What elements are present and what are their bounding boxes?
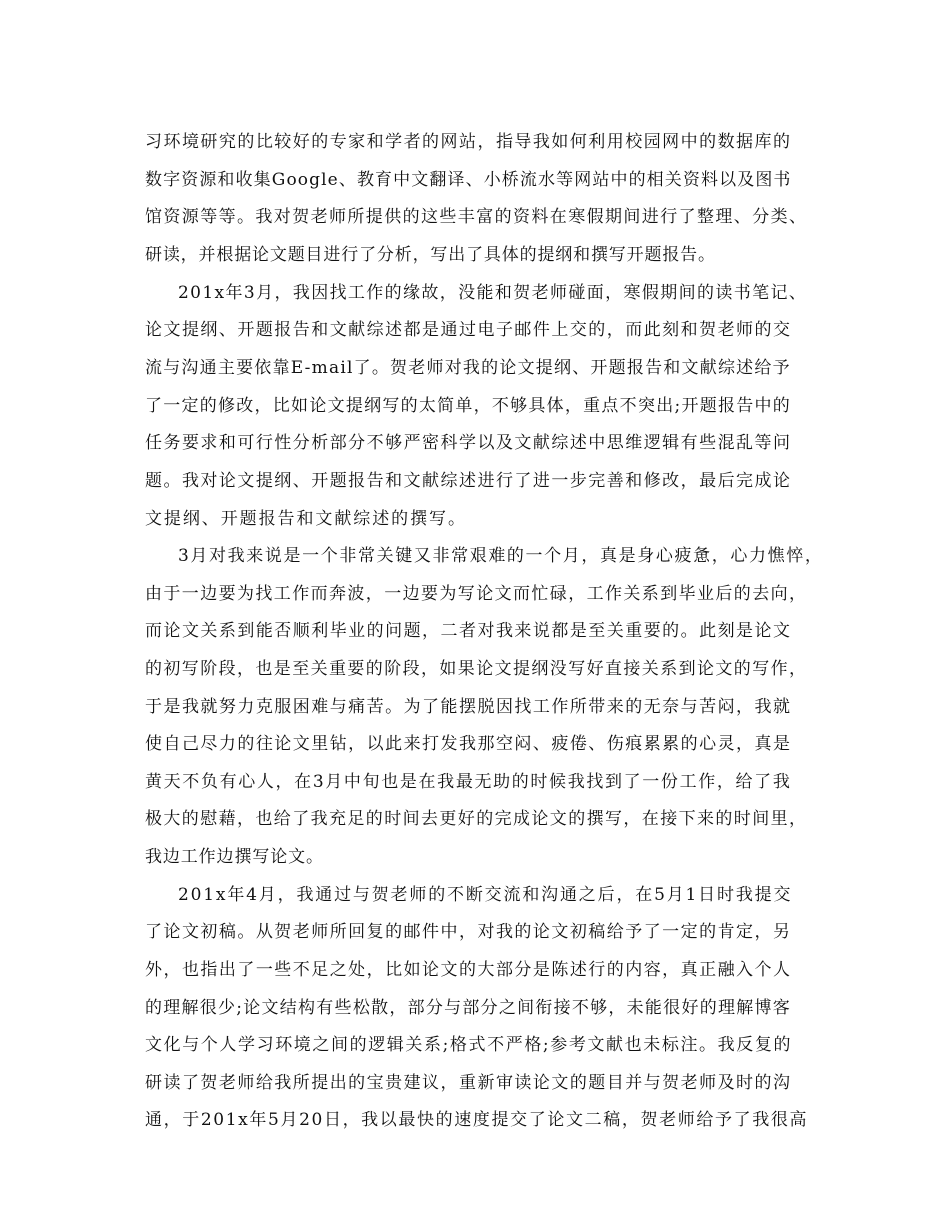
text-line: 由于一边要为找工作而奔波，一边要为写论文而忙碌，工作关系到毕业后的去向， [145,584,808,604]
text-line: 我边工作边撰写论文。 [145,847,324,867]
text-line: 题。我对论文提纲、开题报告和文献综述进行了进一步完善和修改，最后完成论 [145,471,792,491]
text-line: 文化与个人学习环境之间的逻辑关系;格式不严格;参考文献也未标注。我反复的 [145,1035,793,1055]
text-line: 文提纲、开题报告和文献综述的撰写。 [145,509,467,529]
text-line: 的理解很少;论文结构有些松散，部分与部分之间衔接不够，未能很好的理解博客 [145,998,791,1018]
text-line: 的初写阶段，也是至关重要的阶段，如果论文提纲没写好直接关系到论文的写作， [145,659,808,679]
text-line: 外，也指出了一些不足之处，比如论文的大部分是陈述行的内容，真正融入个人 [145,960,792,980]
text-line: 论文提纲、开题报告和文献综述都是通过电子邮件上交的，而此刻和贺老师的交 [145,320,792,340]
text-line: 黄天不负有心人，在3月中旬也是在我最无助的时候我找到了一份工作，给了我 [145,772,792,792]
text-line: 馆资源等等。我对贺老师所提供的这些丰富的资料在寒假期间进行了整理、分类、 [145,207,808,227]
text-line: 于是我就努力克服困难与痛苦。为了能摆脱因找工作所带来的无奈与苦闷，我就 [145,697,792,717]
text-line: 流与沟通主要依靠E-mail了。贺老师对我的论文提纲、开题报告和文献综述给予 [145,358,791,378]
text-line: 通，于201x年5月20日，我以最快的速度提交了论文二稿，贺老师给予了我很高 [145,1110,809,1130]
text-line: 201x年3月，我因找工作的缘故，没能和贺老师碰面，寒假期间的读书笔记、 [178,283,808,303]
text-line: 研读了贺老师给我所提出的宝贵建议，重新审读论文的题目并与贺老师及时的沟 [145,1073,792,1093]
text-line: 而论文关系到能否顺利毕业的问题，二者对我来说都是至关重要的。此刻是论文 [145,621,792,641]
text-line: 使自己尽力的往论文里钻，以此来打发我那空闷、疲倦、伤痕累累的心灵，真是 [145,734,792,754]
text-line: 了论文初稿。从贺老师所回复的邮件中，对我的论文初稿给予了一定的肯定，另 [145,922,792,942]
text-line: 201x年4月，我通过与贺老师的不断交流和沟通之后，在5月1日时我提交 [178,885,793,905]
text-line: 极大的慰藉，也给了我充足的时间去更好的完成论文的撰写，在接下来的时间里， [145,809,808,829]
text-line: 研读，并根据论文题目进行了分析，写出了具体的提纲和撰写开题报告。 [145,245,716,265]
text-line: 习环境研究的比较好的专家和学者的网站，指导我如何利用校园网中的数据库的 [145,132,792,152]
text-line: 了一定的修改，比如论文提纲写的太简单，不够具体，重点不突出;开题报告中的 [145,396,791,416]
text-line: 数字资源和收集Google、教育中文翻译、小桥流水等网站中的相关资料以及图书 [145,170,792,190]
text-line: 3月对我来说是一个非常关键又非常艰难的一个月，真是身心疲惫，心力憔悴， [178,546,824,566]
text-line: 任务要求和可行性分析部分不够严密科学以及文献综述中思维逻辑有些混乱等问 [145,433,792,453]
